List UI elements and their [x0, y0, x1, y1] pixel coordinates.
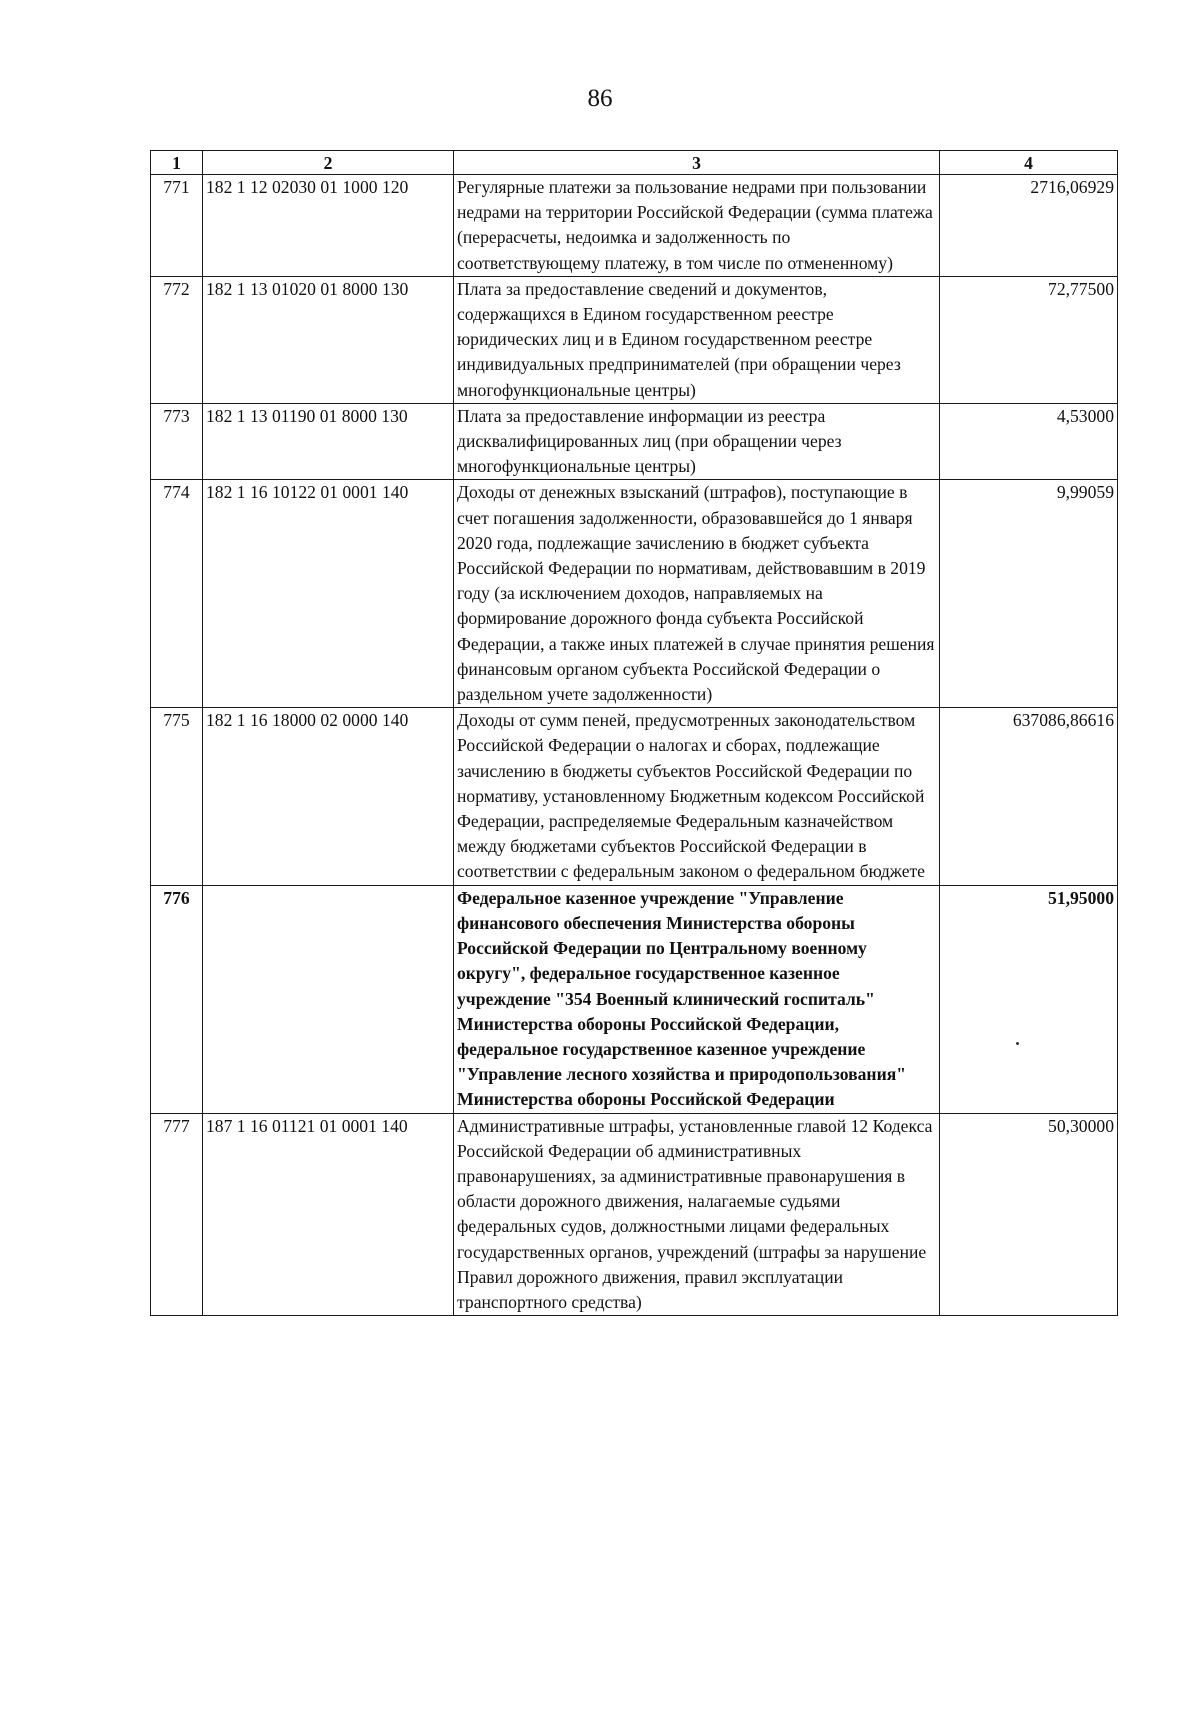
row-description: Регулярные платежи за пользование недрами при пользовании недрами на территории Российской Федерации (сумма платежа (перерасчеты, недоимка и задолженность по соответствующему платежу, в том числе по отмененному): [454, 175, 940, 277]
table-row: [151, 1113, 1118, 1316]
budget-code: 182 1 12 02030 01 1000 120: [203, 175, 454, 277]
row-amount: 4,53000: [940, 403, 1118, 480]
table-row: [151, 403, 1118, 480]
budget-code: [203, 885, 454, 1113]
row-amount: 51,95000: [940, 885, 1118, 1113]
budget-code: 182 1 13 01190 01 8000 130: [203, 403, 454, 480]
table-row: [151, 276, 1118, 403]
row-description: Плата за предоставление сведений и документов, содержащихся в Едином государственном реестре юридических лиц и в Едином государственном реестре индивидуальных предпринимателей (при обращении через многофункциональные центры): [454, 276, 940, 403]
table-row: [151, 480, 1118, 708]
header-col-3: 3: [454, 151, 940, 175]
row-number: 775: [151, 708, 203, 885]
budget-code: 182 1 16 18000 02 0000 140: [203, 708, 454, 885]
row-number: 777: [151, 1113, 203, 1316]
row-amount: 2716,06929: [940, 175, 1118, 277]
page-number: 86: [587, 85, 613, 112]
row-description: Доходы от денежных взысканий (штрафов), поступающие в счет погашения задолженности, образовавшейся до 1 января 2020 года, подлежащие зачислению в бюджет субъекта Российской Федерации по нормативам, действовавшим в 2019 году (за исключением доходов, направляемых на формирование дорожного фонда субъекта Российской Федерации, а также иных платежей в случае принятия решения финансовым органом субъекта Российской Федерации о раздельном учете задолженности): [454, 480, 940, 708]
row-number: 776: [151, 885, 203, 1113]
row-amount: 637086,86616: [940, 708, 1118, 885]
table-row: [151, 175, 1118, 277]
budget-code: 187 1 16 01121 01 0001 140: [203, 1113, 454, 1316]
table-row: [151, 885, 1118, 1113]
header-col-1: 1: [151, 151, 203, 175]
header-col-2: 2: [203, 151, 454, 175]
scan-speck: [1016, 1042, 1019, 1045]
row-number: 773: [151, 403, 203, 480]
row-amount: 72,77500: [940, 276, 1118, 403]
revenue-table: [150, 150, 1118, 1316]
header-col-4: 4: [940, 151, 1118, 175]
row-description: Доходы от сумм пеней, предусмотренных законодательством Российской Федерации о налогах и сборах, подлежащие зачислению в бюджеты субъектов Российской Федерации по нормативу, установленному Бюджетным кодексом Российской Федерации, распределяемые Федеральным казначейством между бюджетами субъектов Российской Федерации в соответствии с федеральным законом о федеральном бюджете: [454, 708, 940, 885]
row-amount: 9,99059: [940, 480, 1118, 708]
budget-code: 182 1 16 10122 01 0001 140: [203, 480, 454, 708]
row-description: Федеральное казенное учреждение "Управление финансового обеспечения Министерства обороны Российской Федерации по Центральному военному округу", федеральное государственное казенное учреждение "354 Военный клинический госпиталь" Министерства обороны Российской Федерации, федеральное государственное казенное учреждение "Управление лесного хозяйства и природопользования" Министерства обороны Российской Федерации: [454, 885, 940, 1113]
row-amount: 50,30000: [940, 1113, 1118, 1316]
row-description: Плата за предоставление информации из реестра дисквалифицированных лиц (при обращении через многофункциональные центры): [454, 403, 940, 480]
table-header-row: [151, 151, 1118, 175]
row-number: 771: [151, 175, 203, 277]
row-number: 772: [151, 276, 203, 403]
table-row: [151, 708, 1118, 885]
row-description: Административные штрафы, установленные главой 12 Кодекса Российской Федерации об административных правонарушениях, за административные правонарушения в области дорожного движения, налагаемые судьями федеральных судов, должностными лицами федеральных государственных органов, учреждений (штрафы за нарушение Правил дорожного движения, правил эксплуатации транспортного средства): [454, 1113, 940, 1316]
row-number: 774: [151, 480, 203, 708]
budget-code: 182 1 13 01020 01 8000 130: [203, 276, 454, 403]
